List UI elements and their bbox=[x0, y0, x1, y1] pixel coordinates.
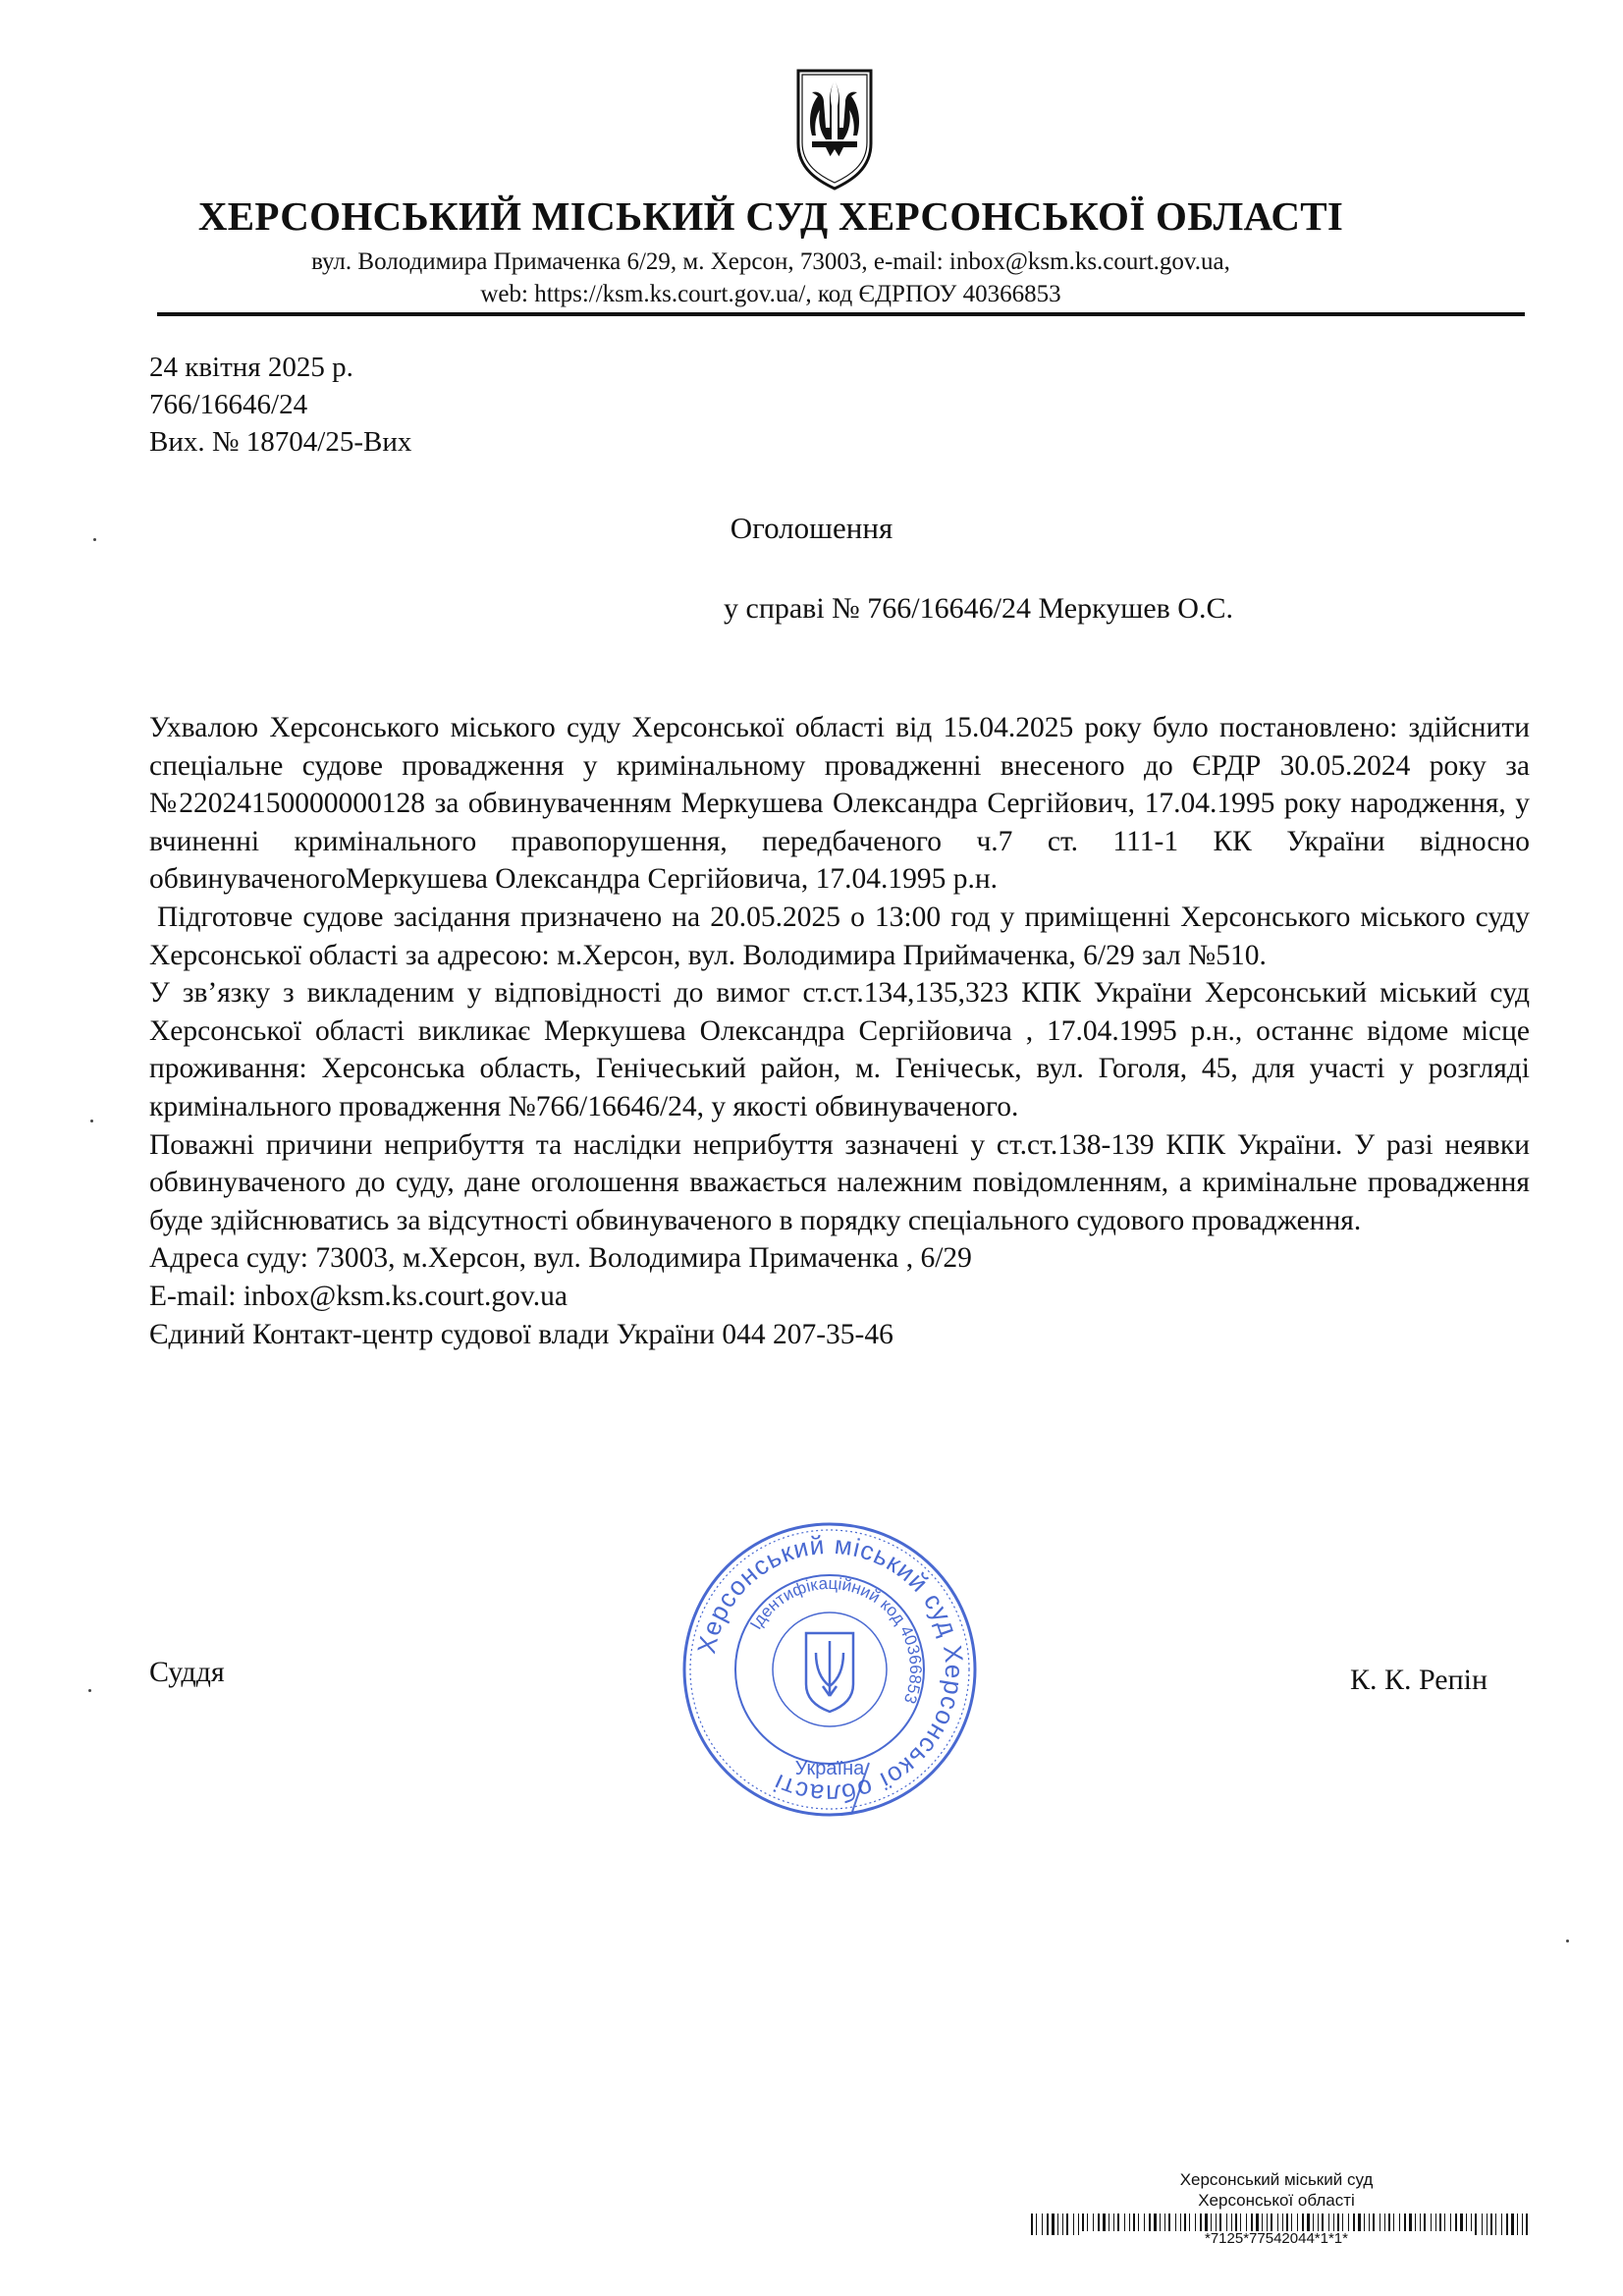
barcode-bar bbox=[1506, 2214, 1508, 2235]
court-email: E-mail: inbox@ksm.ks.court.gov.ua bbox=[149, 1280, 568, 1312]
barcode-bar bbox=[1057, 2214, 1058, 2235]
court-contacts bbox=[157, 246, 1384, 310]
paragraph-ruling: Ухвалою Херсонського міського суду Херсонської області від 15.04.2025 року було постановлено: здійснити спеціальне судове провадження у кримінальному провадженні внесеного до ЄРДР 30.05.2024 року за №22024150000000128 за обвинуваченням Меркушева Олександра Сергійович, 17.04.1995 року народження, у вчиненні кримінального правопорушення, передбаченого ч.7 ст. 111-1 КК України відносно обвинуваченогоМеркушева Олександра Сергійовича, 17.04.1995 р.н. bbox=[149, 712, 1530, 896]
barcode-bar bbox=[1475, 2214, 1477, 2235]
barcode-label-line2: Херсонської області bbox=[1198, 2191, 1355, 2210]
document-meta bbox=[149, 349, 411, 461]
scan-speck bbox=[93, 538, 96, 541]
document-body bbox=[149, 709, 1530, 1353]
court-address-line: вул. Володимира Примаченка 6/29, м. Херсон, 73003, e-mail: inbox@ksm.ks.court.gov.ua, bbox=[311, 248, 1230, 275]
barcode-bar bbox=[1511, 2214, 1514, 2235]
barcode-bar bbox=[1042, 2214, 1043, 2235]
header-divider bbox=[157, 312, 1525, 316]
paragraph-summons: У зв’язку з викладеним у відповідності до вимог ст.ст.134,135,323 КПК України Херсонський міський суд Херсонської області викликає Меркушева Олександра Сергійовича , 17.04.1995 р.н., останнє відоме місце проживання: Херсонська область, Генічеський район, м. Генічеськ, вул. Гоголя, 45, для участі у розгляді кримінального провадження №766/16646/24, у якості обвинуваченого. bbox=[149, 977, 1530, 1122]
barcode-bar bbox=[1522, 2214, 1523, 2235]
scan-speck bbox=[88, 1689, 91, 1692]
signature-role: Суддя bbox=[149, 1656, 225, 1688]
document-subtitle-wrap bbox=[0, 592, 1623, 626]
barcode-bar bbox=[1487, 2214, 1488, 2235]
court-web-line: web: https://ksm.ks.court.gov.ua/, код ЄДРПОУ 40366853 bbox=[480, 281, 1061, 307]
barcode-bar bbox=[1052, 2214, 1055, 2235]
barcode-bar bbox=[1047, 2214, 1049, 2235]
barcode-bar bbox=[1526, 2214, 1528, 2235]
barcode-bar bbox=[1517, 2214, 1518, 2235]
barcode-bar bbox=[1501, 2214, 1502, 2235]
stamp-inner-text: Ідентифікаційний код 40366853 bbox=[746, 1573, 926, 1707]
trident-emblem-icon bbox=[790, 67, 879, 192]
court-name-heading: ХЕРСОНСЬКИЙ МІСЬКИЙ СУД ХЕРСОНСЬКОЇ ОБЛАСТІ bbox=[197, 193, 1344, 239]
document-date: 24 квітня 2025 р. bbox=[149, 352, 353, 383]
contact-center: Єдиний Контакт-центр судової влади України 044 207-35-46 bbox=[149, 1318, 893, 1350]
barcode-bar bbox=[1490, 2214, 1492, 2235]
barcode-label-line1: Херсонський міський суд bbox=[1179, 2170, 1374, 2189]
barcode-bar bbox=[1062, 2214, 1063, 2235]
paragraph-hearing: Підготовче судове засідання призначено на 20.05.2025 о 13:00 год у приміщенні Херсонського міського суду Херсонської області за адресою: м.Херсон, вул. Володимира Приймаченка, 6/29 зал №510. bbox=[149, 901, 1530, 971]
document-subtitle: у справі № 766/16646/24 Меркушев О.С. bbox=[724, 592, 1233, 625]
court-seal-stamp bbox=[677, 1517, 982, 1822]
paragraph-consequences: Поважні причини неприбуття та наслідки неприбуття зазначені у ст.ст.138-139 КПК України. У разі неявки обвинуваченого до суду, дане оголошення вважається належним повідомленням, а кримінальне провадження буде здійснюватись за відсутності обвинуваченого в порядку спеціального судового провадження. bbox=[149, 1128, 1530, 1236]
barcode-bar bbox=[1073, 2214, 1074, 2235]
scan-speck bbox=[1566, 1940, 1569, 1942]
barcode-bar bbox=[1031, 2214, 1033, 2235]
outgoing-number: Вих. № 18704/25-Вих bbox=[149, 426, 412, 458]
barcode-bar bbox=[1495, 2214, 1496, 2235]
document-title: Оголошення bbox=[730, 511, 893, 545]
court-address: Адреса суду: 73003, м.Херсон, вул. Володимира Примаченка , 6/29 bbox=[149, 1242, 972, 1275]
barcode-bar bbox=[1036, 2214, 1037, 2235]
barcode-bar bbox=[1078, 2214, 1079, 2235]
scan-speck bbox=[90, 1120, 93, 1122]
case-number: 766/16646/24 bbox=[149, 389, 308, 420]
stamp-outer-text: Херсонський міський суд Херсонської області bbox=[691, 1529, 970, 1810]
barcode-bar bbox=[1066, 2214, 1068, 2235]
barcode-bar bbox=[1482, 2214, 1483, 2235]
barcode-code: *7125*77542044*1*1* bbox=[1080, 2231, 1473, 2247]
signature-name: К. К. Репін bbox=[1350, 1664, 1488, 1696]
stamp-trident-icon bbox=[806, 1633, 853, 1712]
stamp-bottom-text: Україна bbox=[794, 1758, 865, 1779]
